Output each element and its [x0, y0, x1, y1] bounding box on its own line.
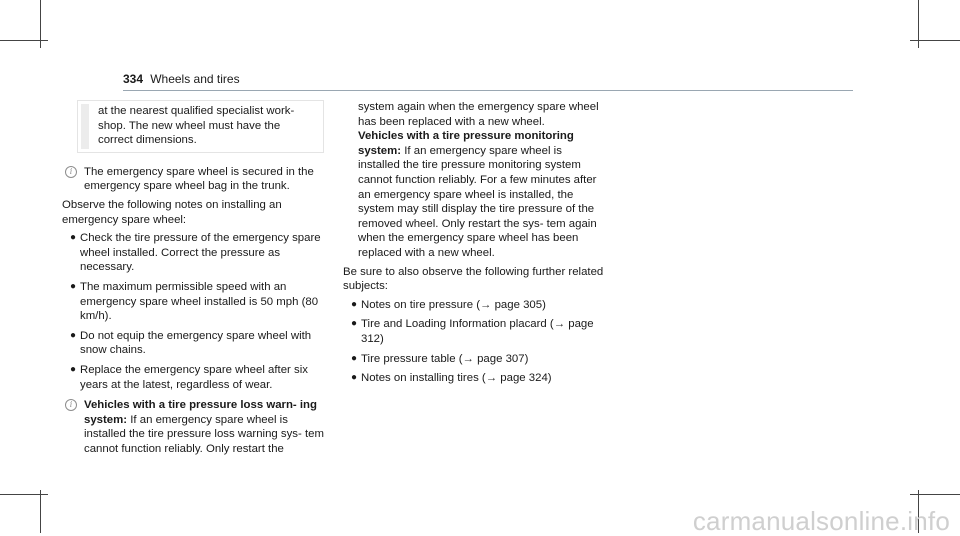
arrow-icon: →	[480, 298, 492, 311]
list-item[interactable]: ● Notes on tire pressure (→ page 305)	[351, 298, 546, 311]
arrow-icon: →	[485, 372, 498, 385]
arrow-icon: →	[462, 352, 474, 365]
note-text: If an emergency spare wheel is installed the tire pressure loss warning sys- tem cannot function reliably. Only restart the	[84, 413, 324, 455]
related-intro: Be sure to also observe the following further related subjects:	[343, 265, 604, 293]
related-links	[343, 298, 605, 386]
crop-mark	[0, 40, 48, 41]
arrow-icon: →	[553, 318, 566, 331]
page-reference-link[interactable]: page 305)	[494, 298, 546, 311]
info-icon: i	[65, 399, 77, 411]
crop-mark	[910, 40, 960, 41]
info-note	[62, 165, 324, 194]
list-item: ● Replace the emergency spare wheel after six years at the latest, regardless of wear.	[70, 363, 308, 391]
page-header	[123, 72, 853, 90]
note-continuation	[343, 100, 605, 261]
bullet-icon: ●	[70, 329, 77, 341]
info-icon: i	[65, 166, 77, 178]
chapter-title: Wheels and tires	[150, 72, 240, 86]
page-reference-link[interactable]: page 324)	[500, 372, 552, 385]
list-item: ● Check the tire pressure of the emergency spare wheel installed. Correct the pressure as necessary.	[70, 232, 321, 274]
crop-mark	[0, 494, 48, 495]
monitoring-title: Vehicles with a tire pressure monitoring system:	[358, 130, 574, 157]
bullet-icon: ●	[351, 352, 358, 364]
note-title: Vehicles with a tire pressure loss warn- ing system:	[84, 399, 317, 426]
page-reference-link[interactable]: page 312)	[361, 318, 594, 345]
bullet-icon: ●	[351, 372, 358, 384]
left-column	[62, 100, 324, 460]
header-divider	[123, 90, 853, 91]
info-note	[62, 398, 324, 456]
bullet-icon: ●	[351, 298, 358, 310]
continued-text: system again when the emergency spare wheel has been replaced with a new wheel.	[358, 101, 599, 128]
bullet-icon: ●	[351, 318, 358, 330]
bullet-list	[62, 231, 324, 392]
list-item: ● The maximum permissible speed with an emergency spare wheel installed is 50 mph (80 km/h).	[70, 280, 319, 323]
warning-callout	[77, 100, 324, 153]
bullet-icon: ●	[70, 363, 77, 375]
crop-mark	[40, 490, 41, 533]
bullet-icon: ●	[70, 280, 77, 292]
watermark: carmanualsonline.info	[692, 506, 950, 536]
callout-text: at the nearest qualified specialist work- shop. The new wheel must have the correct dimensions.	[98, 105, 295, 147]
bullet-icon: ●	[70, 232, 77, 244]
list-item[interactable]: ● Tire pressure table (→ page 307)	[351, 352, 529, 365]
list-item[interactable]: ● Notes on installing tires (→ page 324)	[351, 372, 552, 385]
page-number: 334	[123, 72, 144, 86]
intro-text: Observe the following notes on installing an emergency spare wheel:	[62, 198, 282, 226]
monitoring-text: If an emergency spare wheel is installed the tire pressure monitoring system cannot function reliably. For a few minutes after an emergency spare wheel is installed, the system may still display the tire pressure of the removed wheel. Only restart the sys- tem again when the emergency spare wheel has been replaced with a new wheel.	[358, 144, 597, 259]
list-item[interactable]: ● Tire and Loading Information placard (→ page 312)	[351, 318, 594, 345]
note-text: The emergency spare wheel is secured in the emergency spare wheel bag in the trunk.	[84, 165, 314, 193]
list-item: ● Do not equip the emergency spare wheel with snow chains.	[70, 329, 312, 357]
page-reference-link[interactable]: page 307)	[477, 352, 529, 365]
crop-mark	[910, 494, 960, 495]
right-column	[343, 100, 605, 391]
